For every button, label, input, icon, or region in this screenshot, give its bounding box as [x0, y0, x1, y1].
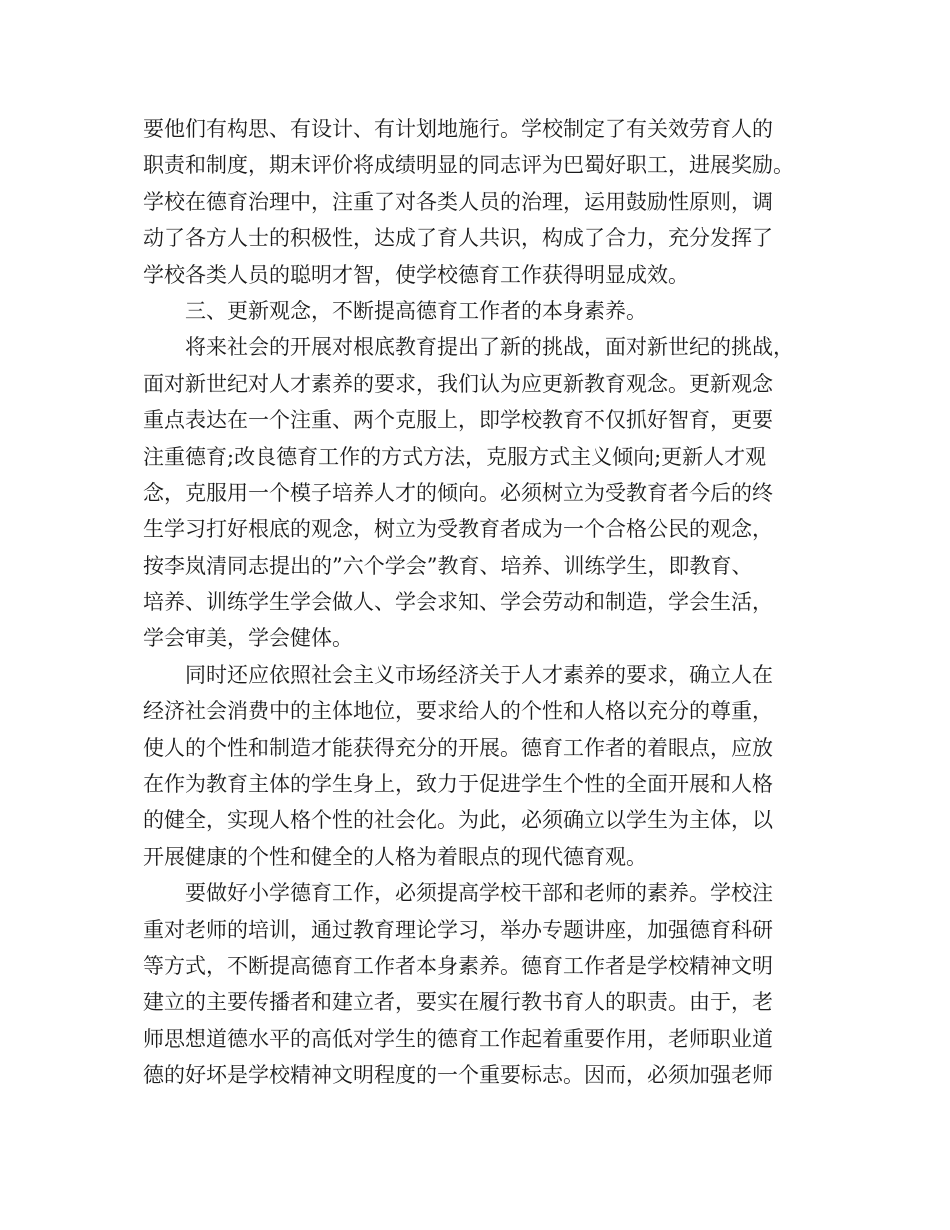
- text-line: 生学习打好根底的观念，树立为受教育者成为一个合格公民的观念，: [143, 517, 773, 542]
- text-line: 学校各类人员的聪明才智，使学校德育工作获得明显成效。: [143, 262, 689, 287]
- text-line: 职责和制度，期末评价将成绩明显的同志评为巴蜀好职工，进展奖励。: [143, 153, 794, 178]
- text-line: 同时还应依照社会主义市场经济关于人才素养的要求，确立人在: [185, 662, 773, 687]
- text-line: 将来社会的开展对根底教育提出了新的挑战，面对新世纪的挑战，: [185, 335, 794, 360]
- text-line: 师思想道德水平的高低对学生的德育工作起着重要作用，老师职业道: [143, 1026, 773, 1051]
- text-line: 经济社会消费中的主体地位，要求给人的个性和人格以充分的尊重，: [143, 699, 773, 724]
- text-line: 重对老师的培训，通过教育理论学习，举办专题讲座，加强德育科研: [143, 917, 773, 942]
- text-line: 念，克服用一个模子培养人才的倾向。必须树立为受教育者今后的终: [143, 480, 773, 505]
- text-line: 注重德育;改良德育工作的方式方法，克服方式主义倾向;更新人才观: [143, 444, 767, 469]
- text-line: 德的好坏是学校精神文明程度的一个重要标志。因而，必须加强老师: [143, 1063, 773, 1088]
- document-body-text: [143, 111, 809, 1094]
- text-line: 要他们有构思、有设计、有计划地施行。学校制定了有关效劳育人的: [143, 117, 773, 141]
- text-line: 学会审美，学会健体。: [143, 626, 353, 651]
- text-line: 按李岚清同志提出的”六个学会”教育、培养、训练学生，即教育、: [143, 553, 753, 578]
- text-line: 在作为教育主体的学生身上，致力于促进学生个性的全面开展和人格: [143, 772, 773, 797]
- text-line: 面对新世纪对人才素养的要求，我们认为应更新教育观念。更新观念: [143, 371, 773, 396]
- text-line: 等方式，不断提高德育工作者本身素养。德育工作者是学校精神文明: [143, 953, 773, 978]
- text-line: 动了各方人士的积极性，达成了育人共识，构成了合力，充分发挥了: [143, 226, 773, 251]
- text-line: 开展健康的个性和健全的人格为着眼点的现代德育观。: [143, 844, 647, 869]
- text-line: 建立的主要传播者和建立者，要实在履行教书育人的职责。由于，老: [143, 990, 773, 1015]
- text-line: 学校在德育治理中，注重了对各类人员的治理，运用鼓励性原则，调: [143, 189, 773, 214]
- text-line: 重点表达在一个注重、两个克服上，即学校教育不仅抓好智育，更要: [143, 408, 773, 433]
- text-line: 培养、训练学生学会做人、学会求知、学会劳动和制造，学会生活，: [143, 590, 773, 615]
- text-line: 要做好小学德育工作，必须提高学校干部和老师的素养。学校注: [185, 881, 773, 906]
- text-line: 三、更新观念，不断提高德育工作者的本身素养。: [185, 298, 647, 323]
- text-line: 的健全，实现人格个性的社会化。为此，必须确立以学生为主体，以: [143, 808, 773, 833]
- text-line: 使人的个性和制造才能获得充分的开展。德育工作者的着眼点，应放: [143, 735, 773, 760]
